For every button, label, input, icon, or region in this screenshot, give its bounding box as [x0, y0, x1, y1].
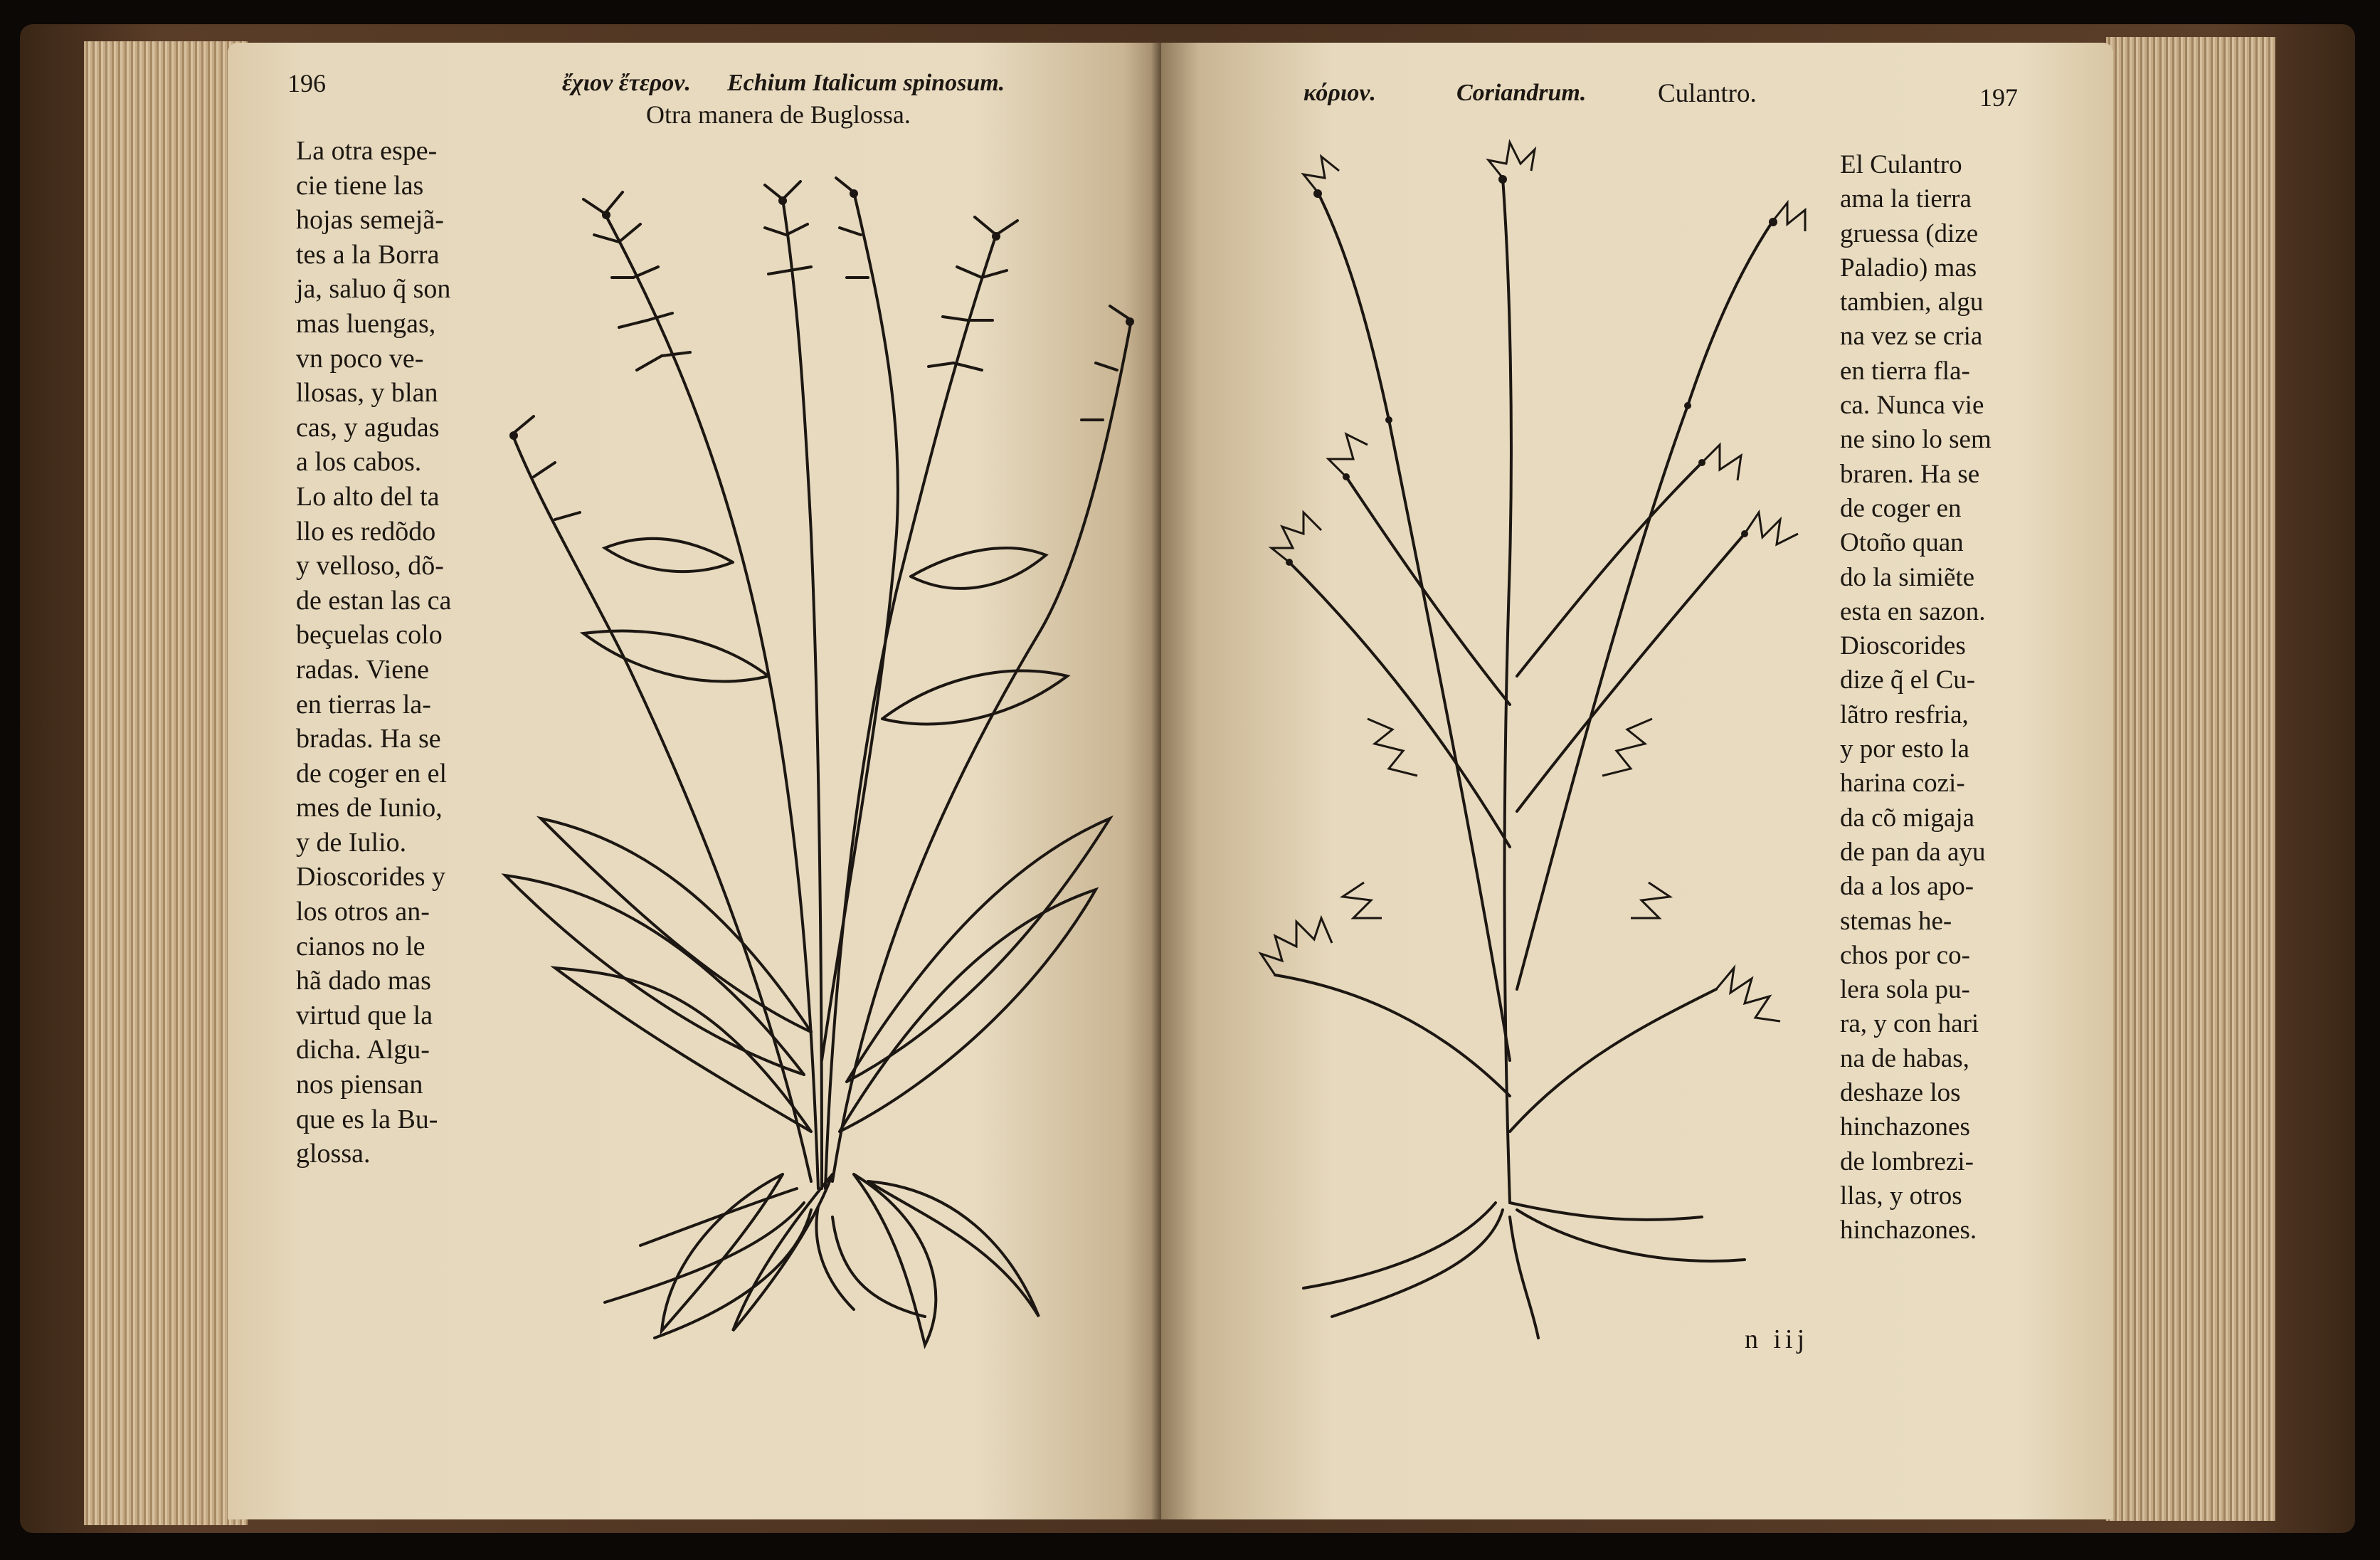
text-line: Lo alto del ta — [296, 481, 440, 512]
text-line: lãtro resfria, — [1840, 700, 1969, 729]
text-line: tambien, algu — [1840, 288, 1984, 317]
text-line: do la simiẽte — [1840, 562, 1975, 592]
text-line: llas, y otros — [1840, 1181, 1962, 1211]
header-greek: ἔχιον ἔτερον. — [562, 70, 691, 96]
text-line: ra, y con hari — [1840, 1009, 1979, 1039]
text-line: cie tiene las — [296, 170, 424, 201]
page-subtitle: Otra manera de Buglossa. — [646, 100, 911, 129]
text-line: mes de Iunio, — [296, 793, 443, 823]
text-line: Dioscorides y — [296, 862, 446, 892]
text-line: radas. Viene — [296, 654, 429, 685]
text-line: bradas. Ha se — [296, 724, 441, 754]
text-line: ja, saluo q̃ son — [296, 274, 451, 305]
text-line: na vez se cria — [1840, 322, 1983, 352]
text-line: que es la Bu- — [296, 1104, 438, 1134]
page-edges-left — [84, 41, 248, 1525]
text-line: de coger en — [1840, 493, 1962, 523]
text-line: da cõ migaja — [1840, 803, 1975, 833]
text-line: virtud que la — [296, 1000, 433, 1031]
page-number: 197 — [1979, 83, 2018, 112]
text-line: cianos no le — [296, 931, 425, 961]
text-line: a los cabos. — [296, 447, 422, 478]
text-line: glossa. — [296, 1139, 371, 1169]
text-line: y velloso, dõ- — [296, 551, 444, 581]
text-line: y por esto la — [1840, 734, 1969, 764]
text-line: dize q̃ el Cu- — [1840, 665, 1976, 695]
text-line: Paladio) mas — [1840, 253, 1977, 283]
body-text — [1840, 148, 1992, 1248]
text-line: dicha. Algu- — [296, 1035, 430, 1065]
text-line: na de habas, — [1840, 1043, 1969, 1073]
text-line: llosas, y blan — [296, 378, 438, 409]
header-latin: Coriandrum. — [1456, 80, 1587, 106]
text-line: ama la tierra — [1840, 184, 1972, 214]
text-line: los otros an- — [296, 897, 430, 927]
body-text — [296, 134, 451, 1171]
text-line: cas, y agudas — [296, 412, 440, 443]
text-line: ca. Nunca vie — [1840, 391, 1984, 421]
text-line: Dioscorides — [1840, 631, 1966, 661]
header-latin: Echium Italicum spinosum. — [727, 70, 1005, 96]
text-line: lera sola pu- — [1840, 975, 1970, 1005]
text-line: hojas semejã- — [296, 205, 444, 236]
text-line: gruessa (dize — [1840, 218, 1979, 248]
header-greek: κόριον. — [1303, 80, 1376, 106]
text-line: ne sino lo sem — [1840, 425, 1992, 455]
text-line: de lombrezi- — [1840, 1147, 1974, 1176]
text-line: tes a la Borra — [296, 239, 440, 270]
text-line: hinchazones. — [1840, 1216, 1977, 1245]
text-line: beçuelas colo — [296, 620, 443, 650]
text-line: harina cozi- — [1840, 769, 1965, 799]
echium-plant-illustration — [498, 135, 1138, 1359]
text-line: nos piensan — [296, 1070, 423, 1100]
header-spanish: Culantro. — [1658, 79, 1757, 108]
text-line: La otra espe- — [296, 136, 438, 166]
text-line: llo es redõdo — [296, 516, 436, 547]
text-line: da a los apo- — [1840, 872, 1974, 902]
text-line: esta en sazon. — [1840, 596, 1986, 626]
text-line: en tierra fla- — [1840, 356, 1970, 386]
coriander-plant-illustration — [1204, 135, 1816, 1359]
text-line: stemas he- — [1840, 906, 1952, 936]
text-line: mas luengas, — [296, 308, 436, 339]
page-number: 196 — [287, 69, 326, 98]
text-line: Otoño quan — [1840, 528, 1964, 558]
text-line: de coger en el — [296, 758, 448, 789]
text-line: El Culantro — [1840, 150, 1962, 179]
text-line: en tierras la- — [296, 689, 431, 720]
signature-mark: n iij — [1745, 1324, 1809, 1354]
page-edges-right — [2106, 37, 2275, 1521]
text-line: chos por co- — [1840, 940, 1970, 970]
text-line: braren. Ha se — [1840, 459, 1980, 489]
right-page — [1161, 43, 2113, 1519]
left-page — [228, 43, 1161, 1519]
text-line: y de Iulio. — [296, 827, 407, 858]
text-line: deshaze los — [1840, 1078, 1961, 1108]
text-line: hinchazones — [1840, 1112, 1970, 1142]
text-line: hã dado mas — [296, 966, 431, 996]
text-line: vn poco ve- — [296, 343, 424, 374]
text-line: de pan da ayu — [1840, 837, 1986, 867]
text-line: de estan las ca — [296, 585, 452, 616]
